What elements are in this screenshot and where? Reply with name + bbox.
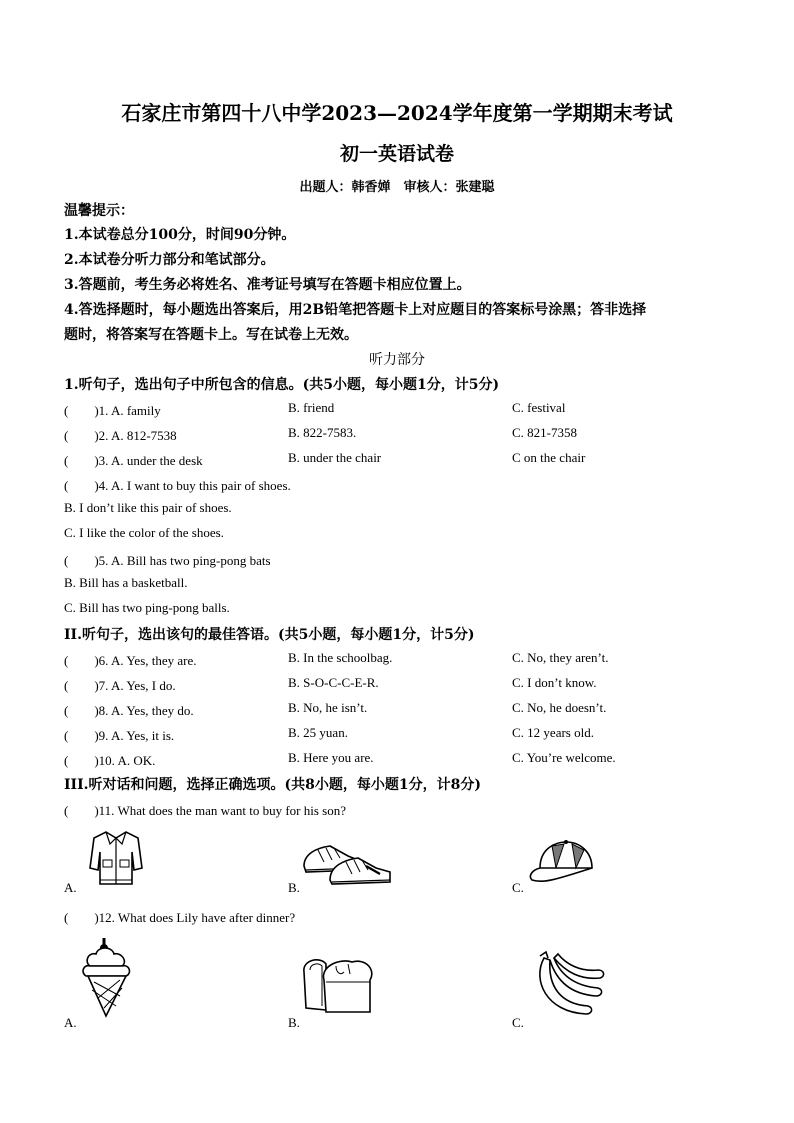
tip-3: 3.答题前，考生务必将姓名、准考证号填写在答题卡相应位置上。 [64, 277, 471, 293]
q9-option-c: C. 12 years old. [512, 725, 594, 740]
q10-option-c: C. You’re welcome. [512, 750, 616, 765]
q6-option-c: C. No, they aren’t. [512, 650, 609, 665]
q1-option-a: ( )1. A. family [64, 403, 161, 418]
q2-option-a: ( )2. A. 812-7538 [64, 428, 177, 443]
q12-question: ( )12. What does Lily have after dinner? [64, 910, 296, 925]
q3-option-b: B. under the chair [288, 450, 382, 465]
q5-option-c: C. Bill has two ping-pong balls. [64, 600, 230, 615]
q10-option-b: B. Here you are. [288, 750, 374, 765]
q5-option-b: B. Bill has a basketball. [64, 575, 188, 590]
q7-option-b: B. S-O-C-C-E-R. [288, 675, 379, 690]
q12-label-c: C. [512, 1015, 524, 1030]
exam-subtitle: 初一英语试卷 [339, 143, 454, 165]
q5-option-a: ( )5. A. Bill has two ping-pong bats [64, 553, 271, 568]
bananas-icon [526, 950, 606, 1020]
q7-option-c: C. I don’t know. [512, 675, 597, 690]
q9-option-a: ( )9. A. Yes, it is. [64, 728, 175, 743]
q3-option-a: ( )3. A. under the desk [64, 453, 203, 468]
author-line: 出题人：韩香婵 审核人：张建聪 [299, 180, 495, 195]
q4-option-c: C. I like the color of the shoes. [64, 525, 224, 540]
q1-option-c: C. festival [512, 400, 566, 415]
q3-option-c: C on the chair [512, 450, 586, 465]
q4-option-b: B. I don’t like this pair of shoes. [64, 500, 232, 515]
q11-label-b: B. [288, 880, 300, 895]
page-title: 石家庄市第四十八中学2023—2024学年度第一学期期末考试 [121, 101, 673, 125]
q12-label-a: A. [64, 1015, 77, 1030]
tip-1: 1.本试卷总分100分，时间90分钟。 [64, 227, 296, 243]
q9-option-b: B. 25 yuan. [288, 725, 348, 740]
q8-option-c: C. No, he doesn’t. [512, 700, 607, 715]
tip-4: 4.答选择题时，每小题选出答案后，用2B铅笔把答题卡上对应题目的答案标号涂黑；答非选择 [64, 302, 647, 318]
q2-option-b: B. 822-7583. [288, 425, 357, 440]
cap-icon [526, 838, 598, 888]
q6-option-b: B. In the schoolbag. [288, 650, 393, 665]
section3-heading: III.听对话和问题，选择正确选项。(共8小题，每小题1分，计8分) [64, 777, 481, 793]
tip-4-cont: 题时，将答案写在答题卡上。写在试卷上无效。 [64, 327, 358, 343]
listening-title: 听力部分 [369, 352, 425, 368]
q11-question: ( )11. What does the man want to buy for his son? [64, 803, 346, 818]
q8-option-a: ( )8. A. Yes, they do. [64, 703, 194, 718]
q8-option-b: B. No, he isn’t. [288, 700, 368, 715]
q7-option-a: ( )7. A. Yes, I do. [64, 678, 176, 693]
ice-cream-icon [80, 936, 136, 1018]
q2-option-c: C. 821-7358 [512, 425, 577, 440]
q12-label-b: B. [288, 1015, 300, 1030]
bread-icon [300, 952, 378, 1016]
jacket-icon [88, 828, 144, 888]
q10-option-a: ( )10. A. OK. [64, 753, 156, 768]
sneakers-icon [300, 836, 394, 886]
tips-heading: 温馨提示： [64, 203, 134, 219]
q6-option-a: ( )6. A. Yes, they are. [64, 653, 197, 668]
q1-option-b: B. friend [288, 400, 335, 415]
q4-option-a: ( )4. A. I want to buy this pair of shoes. [64, 478, 291, 493]
q11-label-a: A. [64, 880, 77, 895]
tip-2: 2.本试卷分听力部分和笔试部分。 [64, 252, 275, 268]
q11-label-c: C. [512, 880, 524, 895]
section2-heading: II.听句子，选出该句的最佳答语。(共5小题，每小题1分，计5分) [64, 627, 475, 643]
section1-heading: 1.听句子，选出句子中所包含的信息。(共5小题，每小题1分，计5分) [64, 377, 500, 393]
